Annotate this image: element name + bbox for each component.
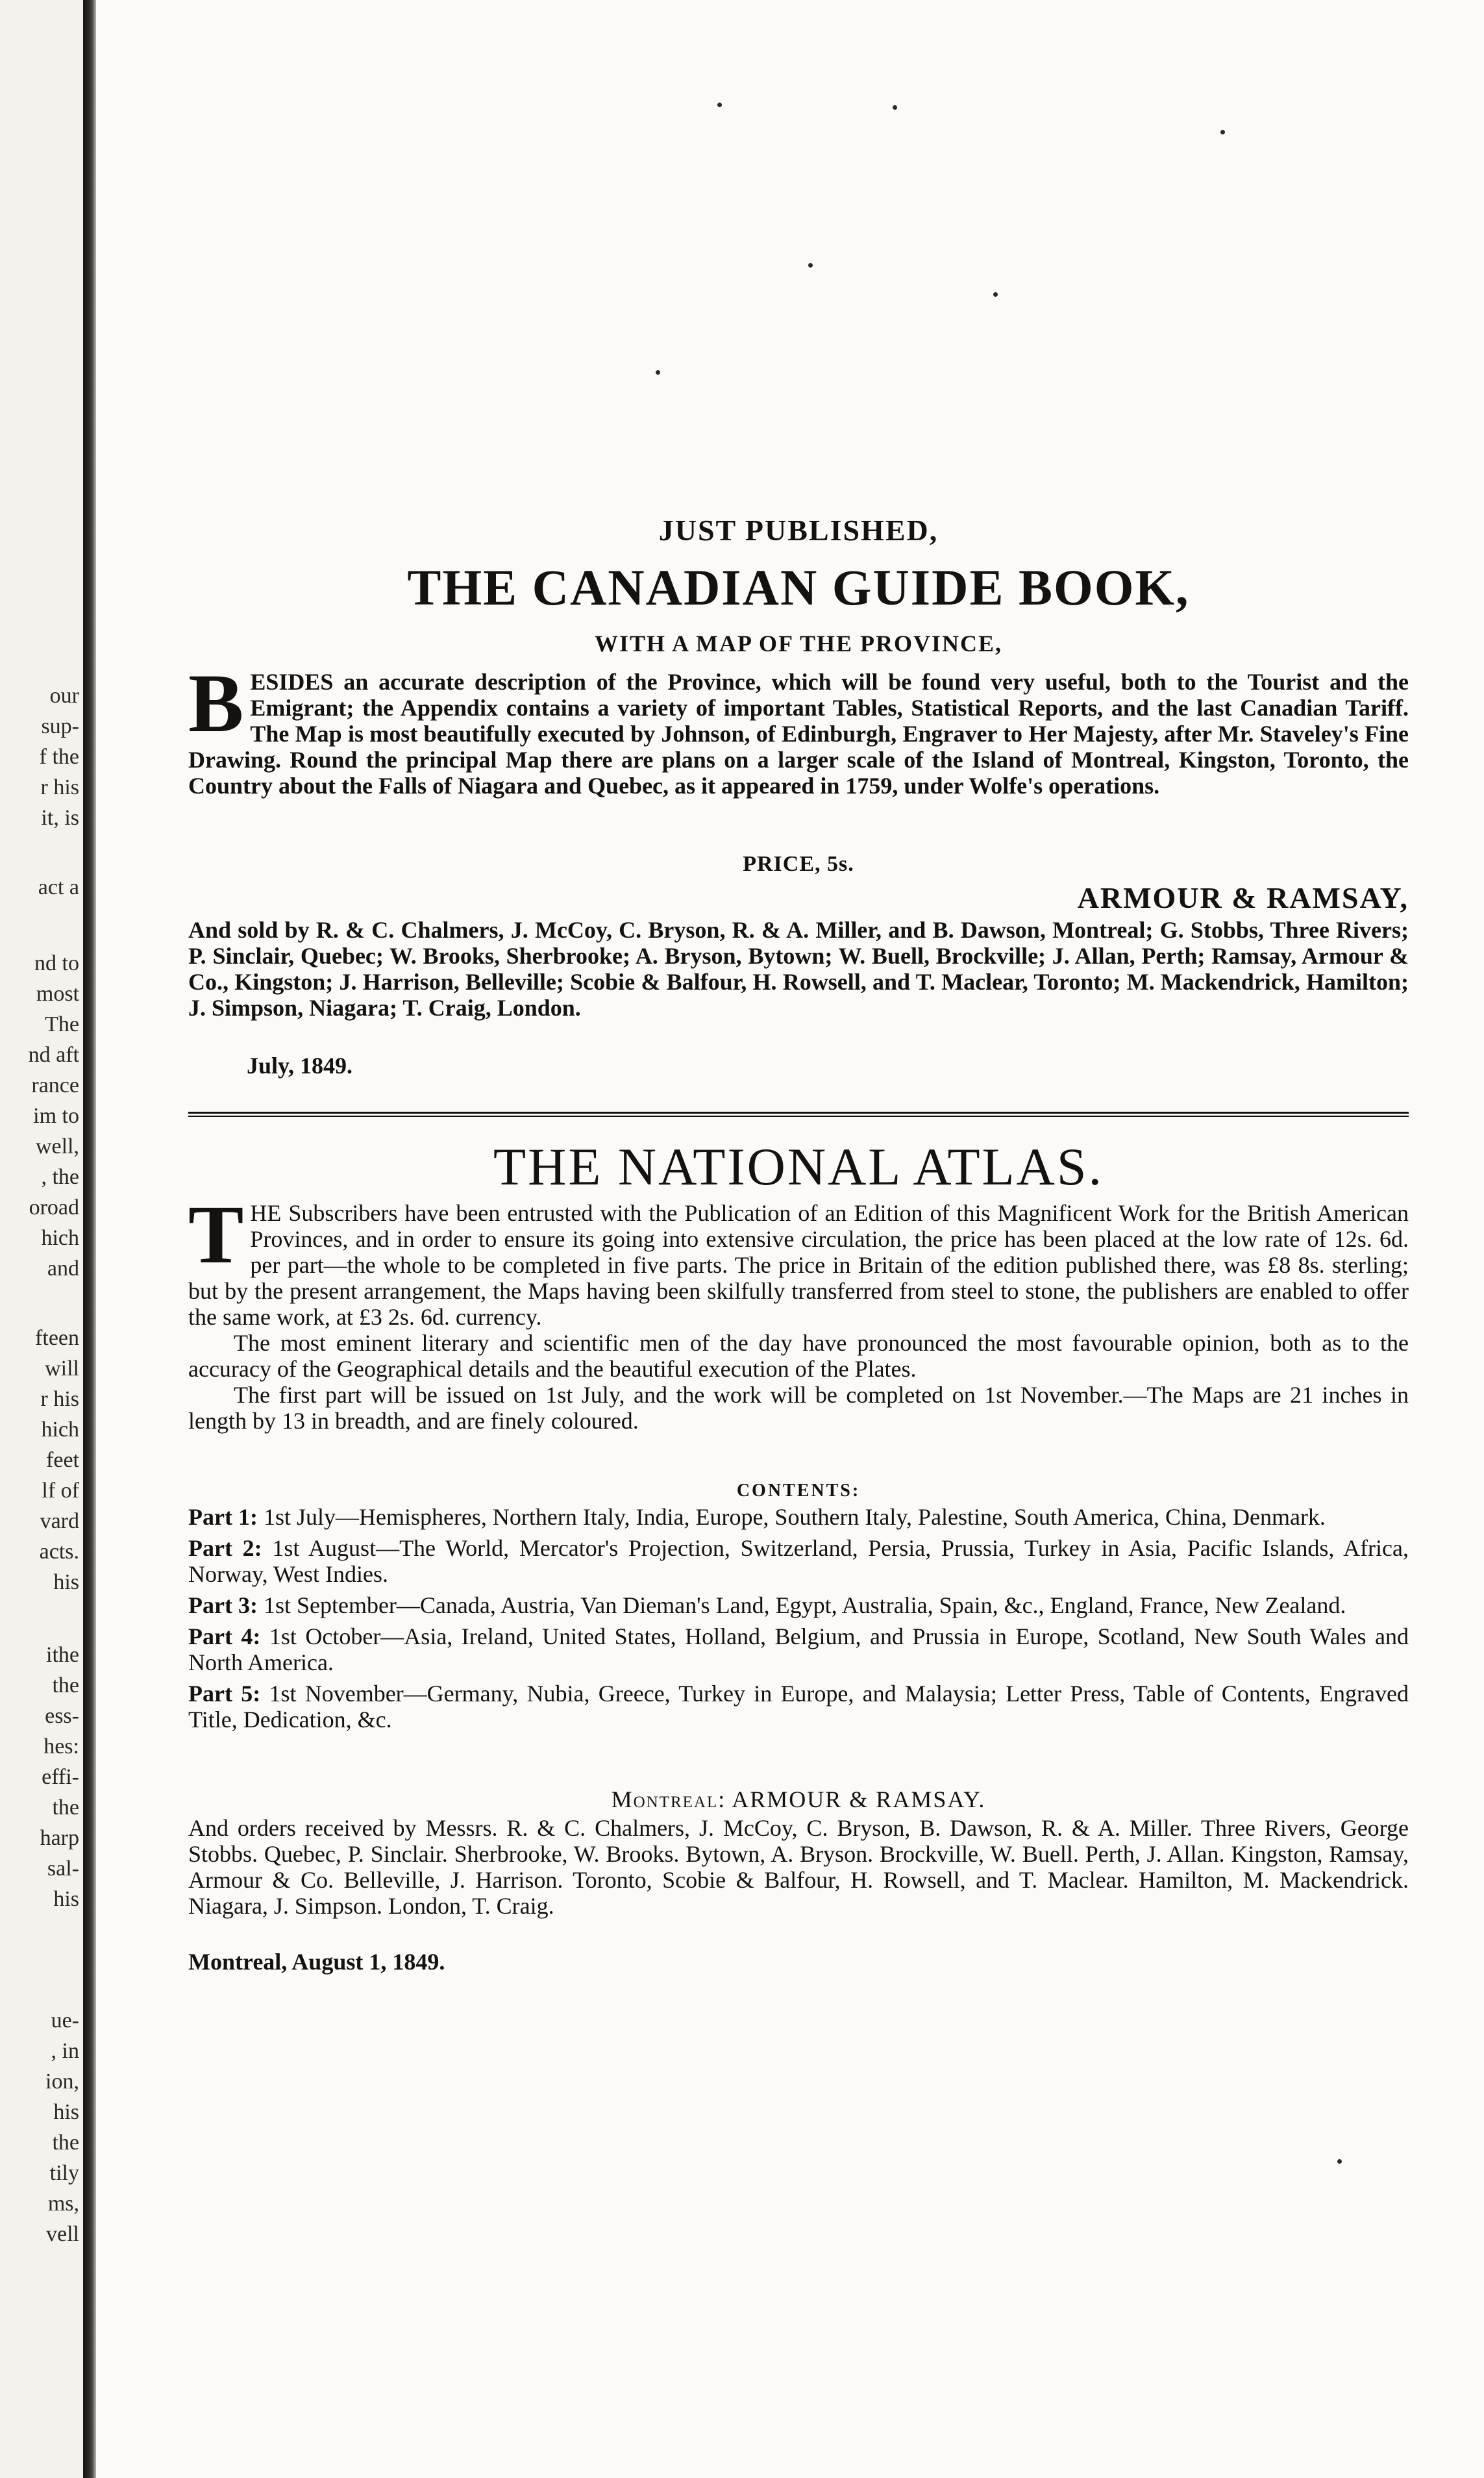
orders-paragraph bbox=[188, 1815, 1409, 1919]
print-speck bbox=[993, 292, 998, 297]
part-text: 1st September—Canada, Austria, Van Dieman's Land, Egypt, Australia, Spain, &c., England, France, New Zealand. bbox=[263, 1592, 1346, 1618]
just-published-heading: JUST PUBLISHED, bbox=[658, 514, 939, 547]
print-speck bbox=[1220, 130, 1225, 134]
margin-fragment: nd to bbox=[34, 951, 79, 975]
margin-fragment: f the bbox=[39, 745, 79, 769]
margin-fragment: im to bbox=[33, 1104, 79, 1128]
part-text: 1st October—Asia, Ireland, United States, Holland, Belgium, and Prussia in Europe, Scotland, New South Wales and North America. bbox=[188, 1623, 1409, 1675]
margin-fragment: harp bbox=[40, 1826, 79, 1850]
margin-fragment: hes: bbox=[43, 1734, 79, 1758]
margin-fragment: nd aft bbox=[28, 1043, 79, 1067]
price-line: PRICE, 5s. bbox=[743, 852, 854, 876]
guide-book-description bbox=[188, 657, 1409, 799]
facing-page-margin bbox=[0, 0, 84, 2478]
parts-list bbox=[188, 1504, 1409, 1738]
margin-fragment: it, is bbox=[41, 806, 79, 830]
sold-by-paragraph bbox=[188, 917, 1409, 1021]
margin-fragment: fteen bbox=[35, 1326, 79, 1350]
margin-fragment: feet bbox=[46, 1448, 79, 1472]
part-text: 1st November—Germany, Nubia, Greece, Turkey in Europe, and Malaysia; Letter Press, Table of Contents, Engraved Title, Dedication, &c. bbox=[188, 1681, 1409, 1733]
margin-fragment: ess- bbox=[45, 1704, 79, 1728]
contents-heading: CONTENTS: bbox=[736, 1481, 861, 1501]
margin-fragment: ue- bbox=[51, 2009, 79, 2033]
opinion-paragraph: The most eminent literary and scientific men of the day have pronounced the most favourable opinion, both as to the accuracy of the Geographical details and the beautiful execution of the Plates. bbox=[188, 1330, 1409, 1382]
section-divider bbox=[188, 1112, 1409, 1117]
part-text: 1st August—The World, Mercator's Projection, Switzerland, Persia, Prussia, Turkey in Asia, Pacific Islands, Africa, Norway, West Indies. bbox=[188, 1535, 1409, 1587]
margin-fragment: his bbox=[53, 2100, 79, 2124]
description-text: an accurate description of the Province, which will be found very useful, both to the Tourist and the Emigrant; the Appendix contains a variety of important Tables, Statistical Reports, and the last Canadian Tariff. The Map is most beautifully executed by Johnson, of Edinburgh, Engraver to Her Majesty, after Mr. Staveley's Fine Drawing. Round the principal Map there are plans on a larger scale of the Island of Montreal, Kingston, Toronto, the Country about the Falls of Niagara and Quebec, as it appeared in 1759, under Wolfe's operations. bbox=[188, 669, 1409, 799]
part-entry bbox=[188, 1592, 1409, 1618]
montreal-publisher-heading: Montreal: ARMOUR & RAMSAY. bbox=[611, 1786, 986, 1812]
margin-fragment: hich bbox=[41, 1226, 79, 1250]
atlas-signoff-date: Montreal, August 1, 1849. bbox=[188, 1949, 445, 1975]
margin-fragment: tily bbox=[49, 2161, 79, 2185]
lead-word: ESIDES bbox=[250, 669, 334, 695]
part-entry bbox=[188, 1623, 1409, 1675]
print-speck bbox=[893, 105, 897, 110]
margin-fragment: his bbox=[53, 1887, 79, 1911]
margin-fragment: his bbox=[53, 1570, 79, 1594]
margin-fragment: and bbox=[47, 1257, 79, 1281]
margin-fragment: , in bbox=[51, 2039, 79, 2063]
part-label: Part 3: bbox=[188, 1592, 258, 1618]
margin-fragment: The bbox=[45, 1012, 79, 1036]
publication-date: July, 1849. bbox=[247, 1053, 353, 1079]
sold-by-text: And sold by R. & C. Chalmers, J. McCoy, C. Bryson, R. & A. Miller, and B. Dawson, Montreal; G. Stobbs, Three Rivers; P. Sinclair, Quebec; W. Brooks, Sherbrooke; A. Bryson, Bytown; W. Buell, Brockville; J. Allan, Perth; Ramsay, Armour & Co., Kingston; J. Harrison, Belleville; Scobie & Balfour, H. Rowsell, and T. Maclear, Toronto; M. Mackendrick, Hamilton; J. Simpson, Niagara; T. Craig, London. bbox=[188, 917, 1409, 1021]
margin-fragment: ion, bbox=[45, 2070, 79, 2094]
margin-fragment: ithe bbox=[46, 1643, 79, 1667]
part-label: Part 1: bbox=[188, 1504, 258, 1530]
margin-fragment: acts. bbox=[39, 1540, 79, 1564]
part-label: Part 5: bbox=[188, 1681, 261, 1707]
margin-fragment: sal- bbox=[47, 1857, 79, 1881]
margin-fragment: ms, bbox=[47, 2192, 79, 2216]
margin-fragment: , the bbox=[41, 1165, 79, 1189]
margin-fragment: vard bbox=[40, 1509, 79, 1533]
part-label: Part 4: bbox=[188, 1623, 261, 1649]
part-entry bbox=[188, 1681, 1409, 1733]
print-speck bbox=[808, 263, 813, 268]
margin-fragment: the bbox=[52, 1673, 79, 1697]
margin-fragment: hich bbox=[41, 1418, 79, 1442]
margin-fragment: will bbox=[45, 1357, 79, 1381]
print-speck bbox=[717, 103, 722, 107]
part-text: 1st July—Hemispheres, Northern Italy, India, Europe, Southern Italy, Palestine, South America, China, Denmark. bbox=[263, 1504, 1326, 1530]
schedule-paragraph: The first part will be issued on 1st July, and the work will be completed on 1st November.—The Maps are 21 inches in length by 13 in breadth, and are finely coloured. bbox=[188, 1382, 1409, 1434]
margin-fragment: lf of bbox=[42, 1479, 79, 1503]
drop-cap: B bbox=[188, 657, 244, 749]
part-label: Part 2: bbox=[188, 1535, 262, 1561]
margin-fragment: our bbox=[49, 684, 79, 708]
intro-text: Subscribers have been entrusted with the Publication of an Edition of this Magnificent Work for the British American Provinces, and in order to ensure its going into extensive circulation, the price has been placed at the low rate of 12s. 6d. per part—the whole to be completed in five parts. The price in Britain of the edition published there, was £8 8s. sterling; but by the present arrangement, the Maps having been skilfully transferred from steel to stone, the publishers are enabled to offer the same work, at £3 2s. 6d. currency. bbox=[188, 1200, 1409, 1330]
print-speck bbox=[1337, 2159, 1342, 2164]
margin-fragment: most bbox=[36, 982, 79, 1006]
margin-fragment: act a bbox=[38, 875, 79, 899]
binding-gutter bbox=[83, 0, 96, 2478]
part-entry bbox=[188, 1535, 1409, 1587]
margin-fragment: well, bbox=[35, 1134, 79, 1158]
print-speck bbox=[656, 370, 660, 375]
margin-fragment: r his bbox=[40, 1387, 79, 1411]
atlas-title: THE NATIONAL ATLAS. bbox=[493, 1137, 1104, 1196]
part-entry bbox=[188, 1504, 1409, 1530]
publisher-name: ARMOUR & RAMSAY, bbox=[1077, 881, 1409, 914]
orders-text: And orders received by Messrs. R. & C. Chalmers, J. McCoy, C. Bryson, B. Dawson, R. & A. Miller. Three Rivers, George Stobbs. Quebec, P. Sinclair. Sherbrooke, W. Brooks. Bytown, A. Bryson. Brockville, W. Buell. Perth, J. Allan. Kingston, Ramsay, Armour & Co. Belleville, J. Harrison. Toronto, Scobie & Balfour, H. Rowsell, and T. Maclear. Hamilton, M. Mackendrick. Niagara, J. Simpson. London, T. Craig. bbox=[188, 1815, 1409, 1919]
guide-book-title: THE CANADIAN GUIDE BOOK, bbox=[407, 559, 1190, 616]
margin-fragment: oroad bbox=[29, 1195, 79, 1220]
margin-fragment: rance bbox=[31, 1073, 79, 1097]
lead-word: HE bbox=[250, 1200, 282, 1226]
margin-fragment: the bbox=[52, 1796, 79, 1820]
margin-fragment: r his bbox=[40, 775, 79, 799]
guide-book-subtitle: WITH A MAP OF THE PROVINCE, bbox=[594, 631, 1003, 657]
drop-cap: T bbox=[188, 1188, 244, 1281]
margin-fragment: the bbox=[52, 2131, 79, 2155]
atlas-intro bbox=[188, 1188, 1409, 1434]
margin-fragment: effi- bbox=[42, 1765, 79, 1789]
margin-fragment: vell bbox=[46, 2222, 79, 2246]
margin-fragment: sup- bbox=[41, 714, 79, 738]
